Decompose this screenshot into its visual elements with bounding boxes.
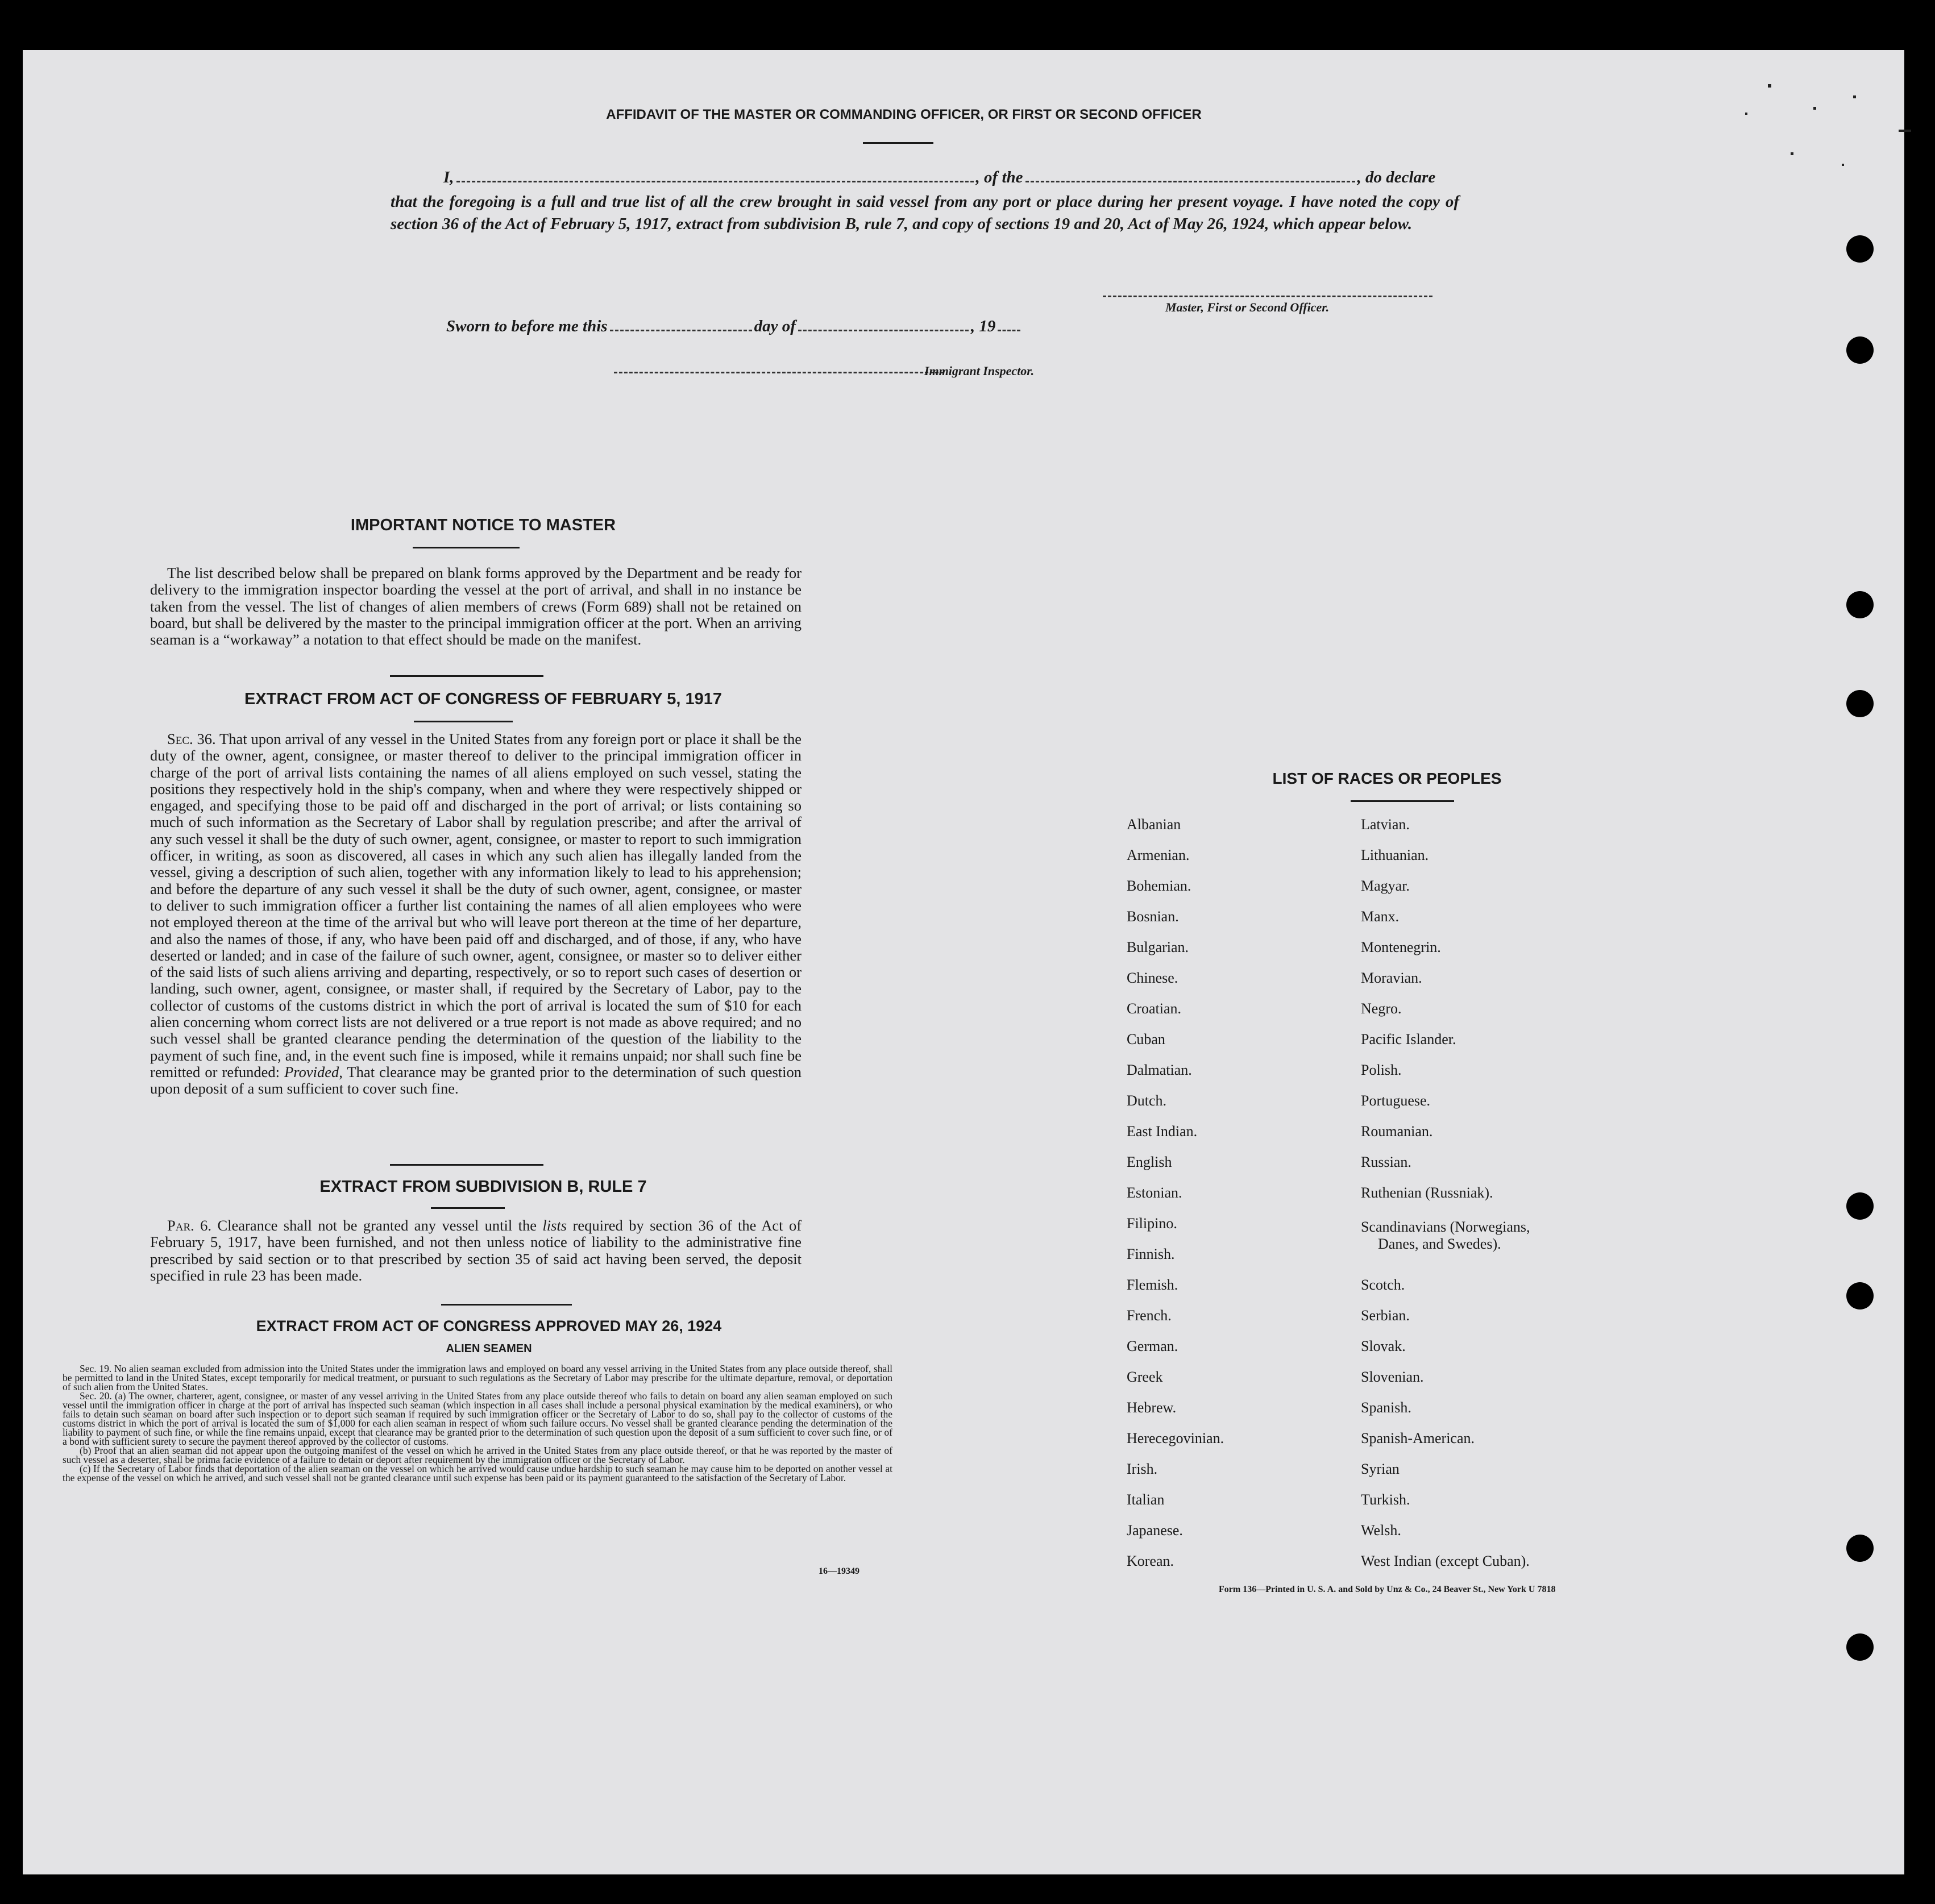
race-right-14: Scandinavians (Norwegians, bbox=[1361, 1219, 1530, 1235]
scan-mark bbox=[1745, 113, 1747, 115]
scan-mark bbox=[1842, 164, 1844, 166]
extract-1917-rule bbox=[414, 721, 513, 722]
punch-hole bbox=[1846, 1192, 1874, 1220]
par-6-text bbox=[150, 1217, 802, 1284]
race-right-24: Welsh. bbox=[1361, 1522, 1401, 1539]
punch-hole bbox=[1846, 690, 1874, 717]
signature-label: Master, First or Second Officer. bbox=[1165, 300, 1330, 314]
sworn-year-field[interactable] bbox=[998, 330, 1020, 331]
race-right-6: Moravian. bbox=[1361, 970, 1422, 986]
race-right-7: Negro. bbox=[1361, 1000, 1402, 1017]
race-right-13: Ruthenian (Russniak). bbox=[1361, 1184, 1493, 1201]
punch-hole bbox=[1846, 1535, 1874, 1562]
race-right-5: Montenegrin. bbox=[1361, 939, 1441, 955]
race-left-19: Greek bbox=[1127, 1369, 1163, 1385]
sec-36-label: Sec. 36. bbox=[167, 730, 216, 747]
sec-20b-text: (b) Proof that an alien seaman did not appear upon the outgoing manifest of the vessel on which he arrived in the United States from any place outside thereof, or that he was reported by the master of such vessel as a deserter, shall be prima facie evidence of a failure to detain or deport after requirement by the immigration officer or the Secretary of Labor. bbox=[63, 1445, 892, 1465]
scan-mark bbox=[1791, 152, 1793, 155]
notice-title: IMPORTANT NOTICE TO MASTER bbox=[350, 516, 616, 534]
provided-label: Provided, bbox=[284, 1063, 343, 1080]
race-left-4: Bosnian. bbox=[1127, 908, 1179, 925]
race-left-22: Irish. bbox=[1127, 1461, 1158, 1477]
sworn-day-field[interactable] bbox=[610, 330, 752, 331]
race-right-21: Spanish-American. bbox=[1361, 1430, 1475, 1446]
race-left-9: Dalmatian. bbox=[1127, 1062, 1192, 1078]
par-6-a: Clearance shall not be granted any vessel until the bbox=[217, 1217, 537, 1234]
title-rule bbox=[863, 142, 933, 144]
race-left-7: Croatian. bbox=[1127, 1000, 1182, 1017]
punch-hole bbox=[1846, 1282, 1874, 1309]
race-left-6: Chinese. bbox=[1127, 970, 1178, 986]
race-right-18: Slovak. bbox=[1361, 1338, 1406, 1354]
i-label: I, bbox=[443, 168, 454, 186]
scan-mark bbox=[1853, 95, 1856, 98]
race-left-14: Filipino. bbox=[1127, 1215, 1177, 1232]
race-left-3: Bohemian. bbox=[1127, 878, 1191, 894]
divider-2 bbox=[390, 1164, 543, 1166]
races-title: LIST OF RACES OR PEOPLES bbox=[1272, 770, 1502, 787]
rule-7-title: EXTRACT FROM SUBDIVISION B, RULE 7 bbox=[319, 1178, 647, 1196]
race-left-21: Herecegovinian. bbox=[1127, 1430, 1224, 1446]
race-left-24: Japanese. bbox=[1127, 1522, 1183, 1539]
sec-19-text: Sec. 19. No alien seaman excluded from admission into the United States under the immigration laws and employed on board any vessel arriving in the United States from any place outside thereof, shall be permitted to land in the United States, except temporarily for medical treatment, or pursuant to such regulations as the Secretary of Labor may prescribe for the ultimate departure, removal, or deportation of such alien from the United States. bbox=[63, 1363, 892, 1392]
sworn-line bbox=[446, 317, 1023, 336]
declaration-line bbox=[443, 168, 1435, 187]
race-left-25: Korean. bbox=[1127, 1553, 1174, 1569]
race-left-16: Flemish. bbox=[1127, 1277, 1178, 1293]
lists-label: lists bbox=[542, 1217, 567, 1234]
sworn-label: Sworn to before me this bbox=[446, 317, 608, 335]
race-right-1: Latvian. bbox=[1361, 816, 1410, 833]
race-left-8: Cuban bbox=[1127, 1031, 1165, 1047]
punch-hole bbox=[1846, 235, 1874, 263]
sec-20c-text: (c) If the Secretary of Labor finds that deportation of the alien seaman on the vessel on which he arrived would cause undue hardship to such seaman he may cause him to be deported on another vessel at the expense of the vessel on which he arrived, and such vessel shall not be granted clearance until such expense has been paid or its payment guaranteed to the satisfaction of the Secretary of Labor. bbox=[63, 1463, 892, 1483]
punch-hole bbox=[1846, 1633, 1874, 1661]
race-left-15: Finnish. bbox=[1127, 1246, 1175, 1262]
races-rule bbox=[1351, 800, 1454, 802]
race-left-11: East Indian. bbox=[1127, 1123, 1198, 1140]
day-of-label: day of bbox=[754, 317, 796, 335]
divider-1 bbox=[390, 675, 543, 677]
vessel-field[interactable] bbox=[1025, 181, 1355, 182]
race-right-17: Serbian. bbox=[1361, 1307, 1410, 1324]
alien-seamen-sections bbox=[63, 1364, 892, 1482]
sec-20a-text: Sec. 20. (a) The owner, charterer, agent, consignee, or master of any vessel arriving in the United States from any place outside thereof who fails to detain on board any alien seaman employed on such vessel until the immigration officer in charge at the port of arrival has inspected such seaman (which inspection in all cases shall include a personal physical examination by the medical examiners), or who fails to detain such seaman on board after such inspection or to deport such seaman if required by such immigration officer or the Secretary of Labor to do so, shall pay to the collector of customs of the customs district in which the port of arrival is located the sum of $1,000 for each alien seaman in respect of whom such failure occurs. No vessel shall be granted clearance pending the determination of the liability to payment of such fine, or while the fine remains unpaid, except that clearance may be granted prior to the determination of such question upon the deposit of a sum sufficient to cover such fine, or of a bond with sufficient surety to secure the payment thereof approved by the collector of customs. bbox=[63, 1390, 892, 1447]
race-left-2: Armenian. bbox=[1127, 847, 1190, 863]
race-right-20: Spanish. bbox=[1361, 1399, 1411, 1416]
document-sheet bbox=[23, 50, 1904, 1874]
alien-seamen-subtitle: ALIEN SEAMEN bbox=[446, 1342, 532, 1355]
race-right-11: Roumanian. bbox=[1361, 1123, 1433, 1140]
race-left-20: Hebrew. bbox=[1127, 1399, 1177, 1416]
race-right-2: Lithuanian. bbox=[1361, 847, 1429, 863]
notice-body: The list described below shall be prepared on blank forms approved by the Department and be ready for delivery to the immigration inspector boarding the vessel at the port of arrival, and shall in no instance be taken from the vessel. The list of changes of alien members of crews (Form 689) shall not be retained on board, but shall be delivered by the master to the principal immigration officer at the port. When an arriving seaman is a “workaway” a notation to that effect should be made on the manifest. bbox=[150, 564, 802, 648]
race-left-10: Dutch. bbox=[1127, 1092, 1167, 1109]
race-right-19: Slovenian. bbox=[1361, 1369, 1424, 1385]
extract-1924-title: EXTRACT FROM ACT OF CONGRESS APPROVED MAY 26, 1924 bbox=[256, 1317, 722, 1335]
sworn-month-field[interactable] bbox=[798, 330, 969, 331]
scan-mark bbox=[1768, 84, 1771, 88]
race-left-12: English bbox=[1127, 1154, 1172, 1170]
race-left-18: German. bbox=[1127, 1338, 1178, 1354]
punch-hole bbox=[1846, 336, 1874, 364]
scan-mark bbox=[1899, 130, 1911, 132]
divider-3 bbox=[441, 1304, 572, 1306]
inspector-label: Immigrant Inspector. bbox=[924, 364, 1035, 378]
race-left-1: Albanian bbox=[1127, 816, 1181, 833]
form-printer-footer: Form 136—Printed in U. S. A. and Sold by Unz & Co., 24 Beaver St., New York U 7818 bbox=[1219, 1585, 1556, 1594]
sec-36-body: That upon arrival of any vessel in the United States from any foreign port or place it shall be the duty of the owner, agent, consignee, or master thereof to deliver to the principal immigration officer in charge of the port of arrival lists containing the names of all aliens employed on such vessel, stating the positions they respectively hold in the ship's company, when and where they were respectively shipped or engaged, and specifying those to be paid off and discharged in the port of arrival; or lists containing so much of such information as the Secretary of Labor shall by regulation prescribe; and after the arrival of any such vessel it shall be the duty of such owner, agent, consignee, or master to report to such immigration officer, in writing, as soon as discovered, all cases in which any such alien has illegally landed from the vessel, giving a description of such alien, together with any information likely to lead to his apprehension; and before the departure of any such vessel it shall be the duty of such owner, agent, consignee, or master to deliver to such immigration officer a further list containing the names of all alien employees who were not employed thereon at the time of the arrival but who will leave port thereon at the time of her departure, and also the names of those, if any, who have been paid off and discharged, and of those, if any, who have deserted or landed; and in case of the failure of such owner, agent, consignee, or master so to deliver either of the said lists of such aliens arriving and departing, respectively, or so to report such cases of desertion or landing, such owner, agent, consignee, or master shall, if required by the Secretary of Labor, pay to the collector of customs of the customs district in which the port of arrival is located the sum of $10 for each alien concerning whom correct lists are not delivered or a true report is not made as above required; and no such vessel shall be granted clearance pending the determination of the question of the liability to the payment of such fine, and, in the event such fine is imposed, while it remains unpaid; nor shall such fine be remitted or refunded: bbox=[150, 730, 802, 1080]
name-field[interactable] bbox=[456, 181, 974, 182]
signature-line[interactable] bbox=[1103, 296, 1432, 297]
punch-hole bbox=[1846, 591, 1874, 618]
inspector-line[interactable] bbox=[614, 372, 944, 373]
race-left-23: Italian bbox=[1127, 1491, 1165, 1508]
do-declare-label: , do declare bbox=[1357, 168, 1436, 186]
race-right-22: Syrian bbox=[1361, 1461, 1400, 1477]
race-right-15: Danes, and Swedes). bbox=[1378, 1236, 1501, 1252]
notice-rule bbox=[413, 547, 520, 548]
sec-36-text bbox=[150, 731, 802, 1097]
race-right-16: Scotch. bbox=[1361, 1277, 1405, 1293]
race-left-17: French. bbox=[1127, 1307, 1172, 1324]
affidavit-body: that the foregoing is a full and true list of all the crew brought in said vessel from any port or place during her present voyage. I have noted the copy of section 36 of the Act of February 5, 1917, extract from subdivision B, rule 7, and copy of sections 19 and 20, Act of May 26, 1924, which appear below. bbox=[391, 193, 1459, 233]
race-right-9: Polish. bbox=[1361, 1062, 1402, 1078]
affidavit-title: AFFIDAVIT OF THE MASTER OR COMMANDING OFFICER, OR FIRST OR SECOND OFFICER bbox=[606, 107, 1202, 122]
race-right-25: West Indian (except Cuban). bbox=[1361, 1553, 1530, 1569]
race-left-13: Estonian. bbox=[1127, 1184, 1182, 1201]
race-right-12: Russian. bbox=[1361, 1154, 1411, 1170]
race-right-10: Portuguese. bbox=[1361, 1092, 1431, 1109]
race-right-4: Manx. bbox=[1361, 908, 1400, 925]
race-right-8: Pacific Islander. bbox=[1361, 1031, 1456, 1047]
par-6-label: Par. 6. bbox=[167, 1217, 212, 1234]
sec-36-tail: That clearance may be granted prior to the determination of such question upon deposit of a sum sufficient to cover such fine. bbox=[150, 1063, 802, 1097]
extract-1917-title: EXTRACT FROM ACT OF CONGRESS OF FEBRUARY 5, 1917 bbox=[244, 690, 722, 708]
race-right-3: Magyar. bbox=[1361, 878, 1410, 894]
form-code: 16—19349 bbox=[819, 1566, 859, 1576]
year-label: , 19 bbox=[970, 317, 996, 335]
race-left-5: Bulgarian. bbox=[1127, 939, 1189, 955]
race-right-23: Turkish. bbox=[1361, 1491, 1410, 1508]
scan-mark bbox=[1813, 107, 1816, 110]
rule-7-rule bbox=[431, 1207, 505, 1209]
par-6-b: required by section 36 of the Act of February 5, 1917, have been furnished, and not then unless notice of liability to the administrative fine prescribed by said section or to that prescribed by section 35 of said act having been served, the deposit specified in rule 23 has been made. bbox=[150, 1217, 802, 1284]
of-the-label: , of the bbox=[975, 168, 1023, 186]
